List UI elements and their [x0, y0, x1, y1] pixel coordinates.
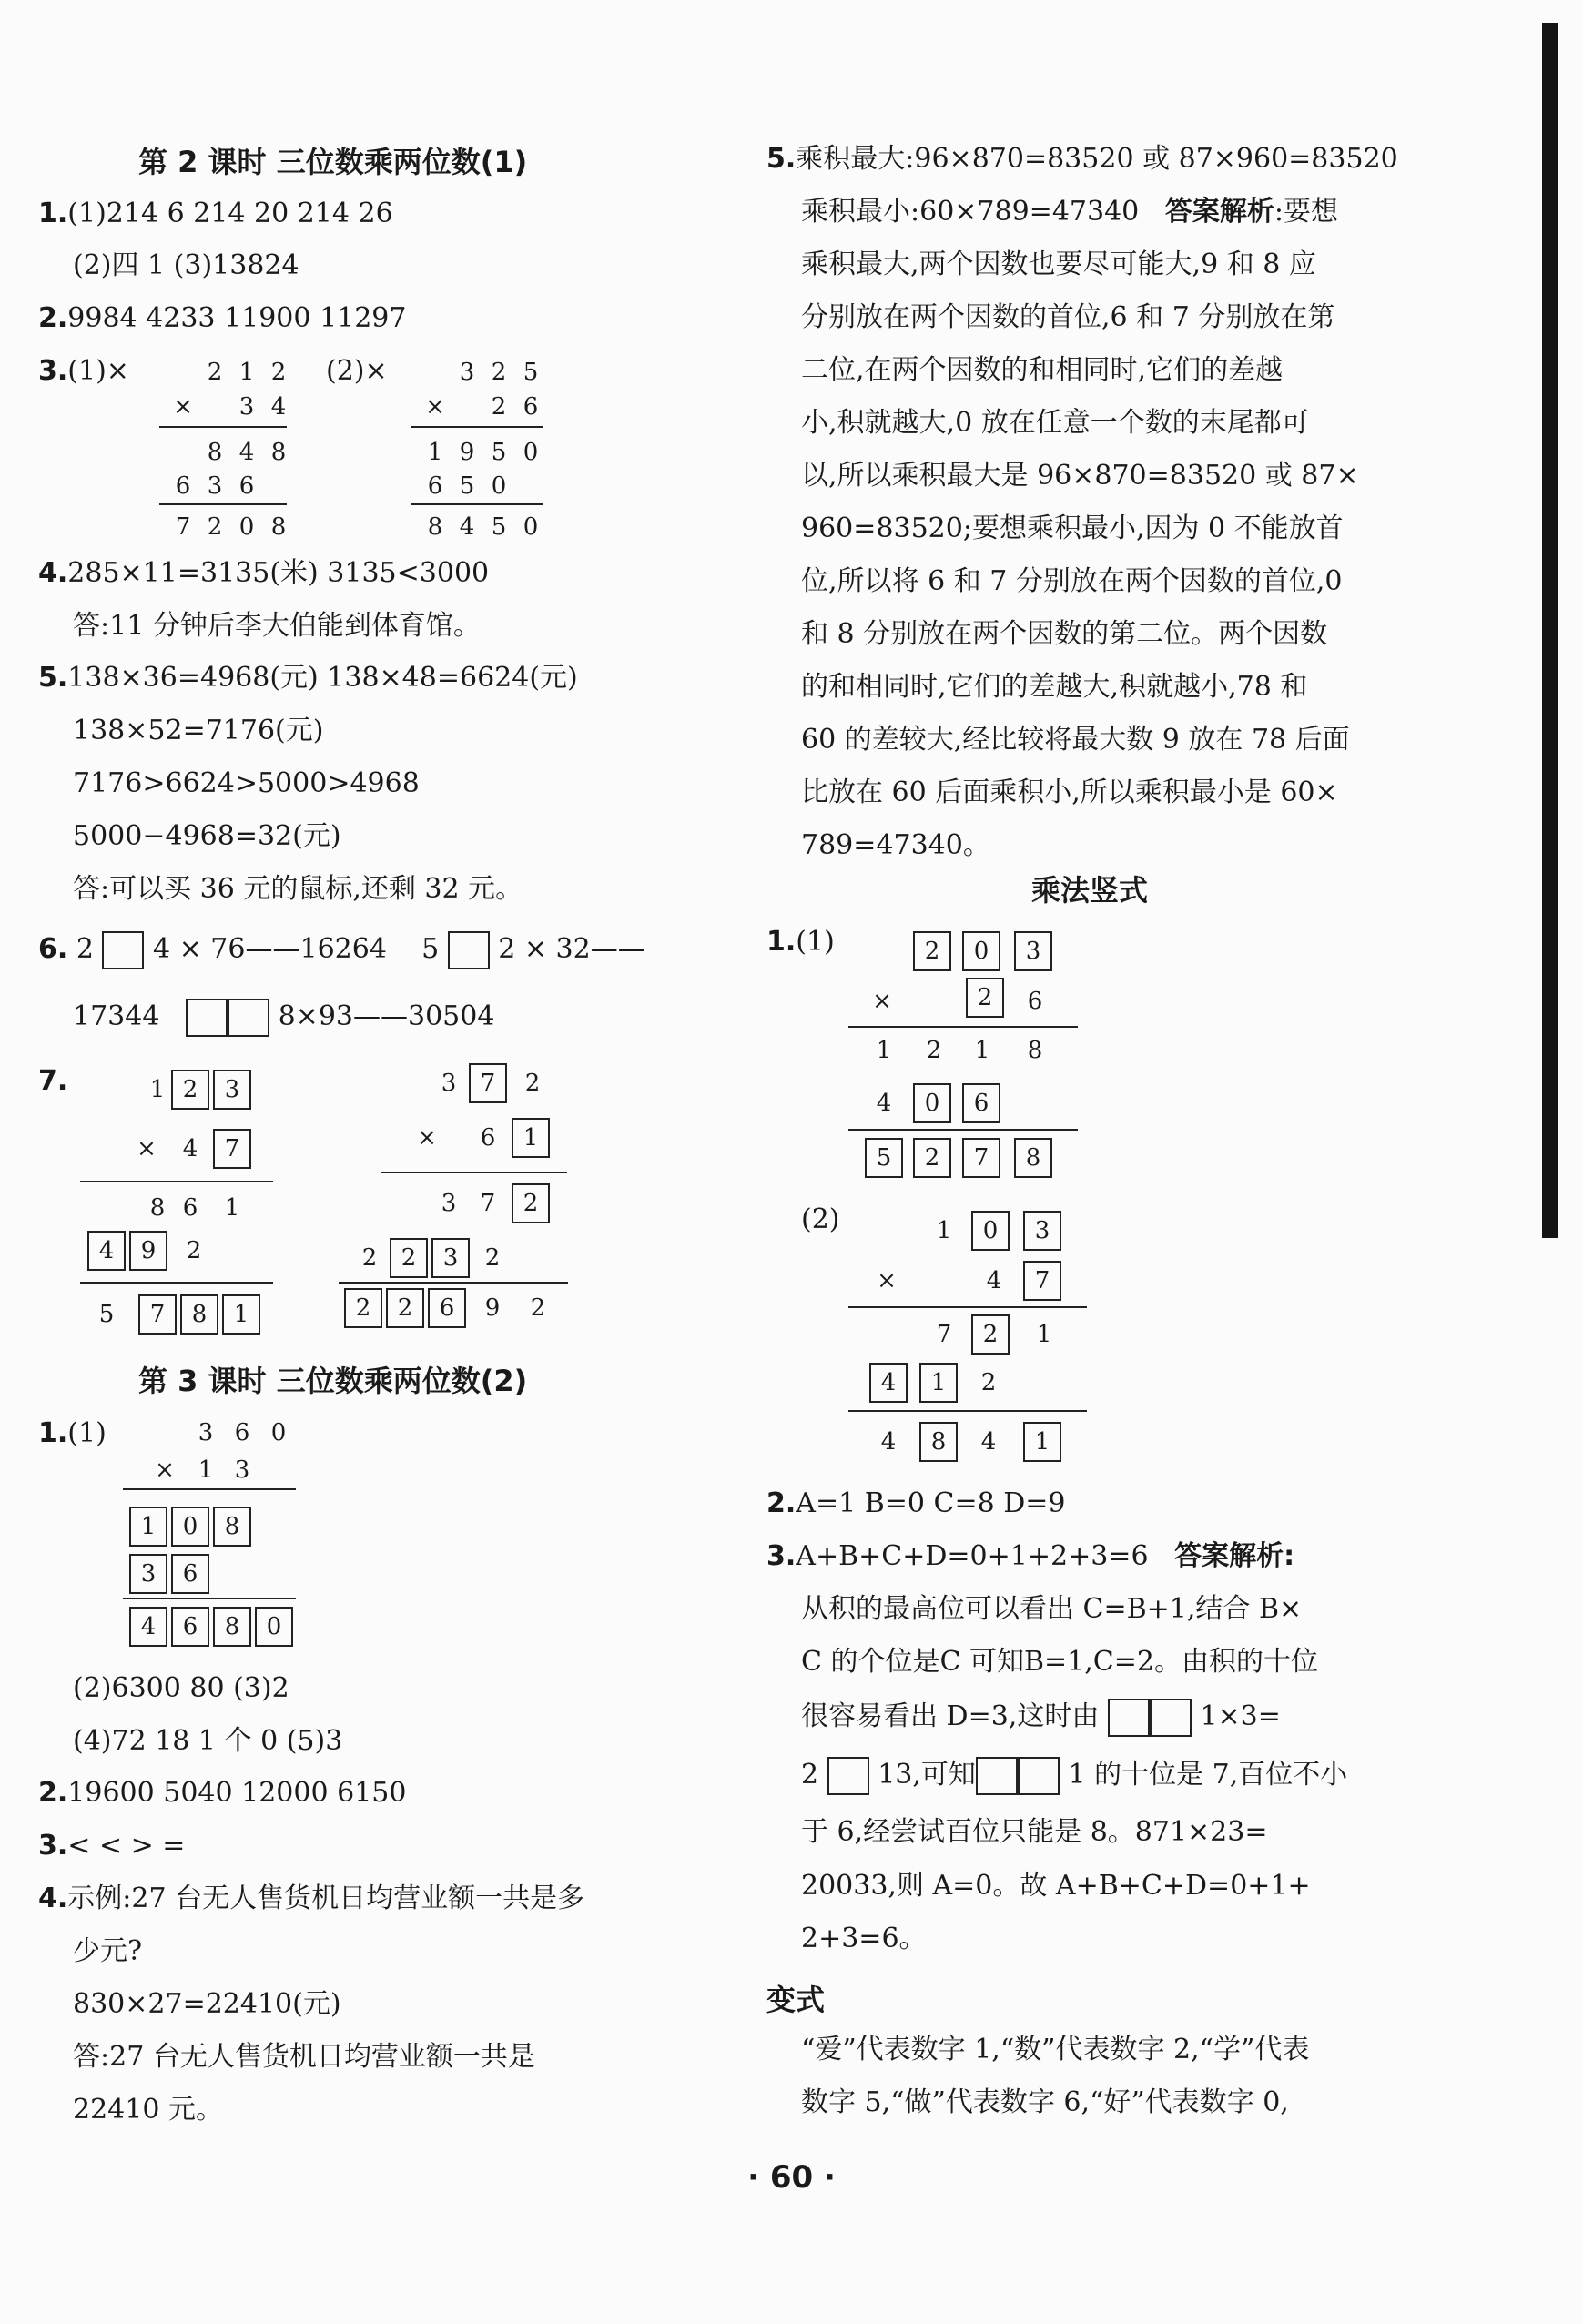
blank-box: [186, 999, 228, 1037]
v-p2-label: (2): [801, 1203, 840, 1235]
r-q5-line1: 5.乘积最大:96×870=83520 或 87×960=83520: [766, 143, 1398, 175]
r-q5-line9: 位,所以将 6 和 7 分别放在两个因数的首位,0: [801, 565, 1343, 597]
v-q3-line7: 20033,则 A=0。故 A+B+C+D=0+1+: [801, 1870, 1311, 1902]
r-q5-line14: 789=47340。: [801, 829, 990, 861]
l3-q4-line2: 少元?: [73, 1935, 143, 1967]
blank-box: [228, 999, 269, 1037]
l2-q3-label: 3.(1)×: [38, 355, 129, 387]
l2-q6-line2: 17344 8×93——30504: [73, 999, 494, 1037]
r-q5-line4: 分别放在两个因数的首位,6 和 7 分别放在第: [801, 301, 1335, 333]
v-q3-line3: C 的个位是C 可知B=1,C=2。由积的十位: [801, 1646, 1318, 1678]
l2-q3-label2: (2)×: [326, 355, 388, 387]
v-q3-line1: 3.A+B+C+D=0+1+2+3=6 答案解析:: [766, 1540, 1295, 1572]
page-number: · 60 ·: [747, 2159, 836, 2196]
v-p1-label: 1.(1): [766, 926, 835, 958]
l2-q5-line3: 7176>6624>5000>4968: [73, 767, 420, 799]
l3-q4-line4: 答:27 台无人售货机日均营业额一共是: [73, 2041, 535, 2073]
lesson2-title: 第 2 课时 三位数乘两位数(1): [138, 145, 528, 179]
v-q3-line8: 2+3=6。: [801, 1923, 927, 1954]
r-q5-line13: 比放在 60 后面乘积小,所以乘积最小是 60×: [801, 776, 1338, 808]
l3-q1-label: 1.(1): [38, 1417, 107, 1449]
r-q5-line6: 小,积就越大,0 放在任意一个数的末尾都可: [801, 407, 1309, 439]
l2-q1-line2: (2)四 1 (3)13824: [73, 249, 299, 281]
lesson3-title: 第 3 课时 三位数乘两位数(2): [138, 1364, 528, 1398]
l2-q5-line4: 5000−4968=32(元): [73, 820, 341, 852]
r-q5-line7: 以,所以乘积最大是 96×870=83520 或 87×: [801, 460, 1359, 492]
l2-q5-line5: 答:可以买 36 元的鼠标,还剩 32 元。: [73, 873, 523, 905]
r-q5-line11: 的和相同时,它们的差越大,积就越小,78 和: [801, 671, 1308, 703]
r-q5-line10: 和 8 分别放在两个因数的第二位。两个因数: [801, 618, 1328, 650]
l2-q4-line2: 答:11 分钟后李大伯能到体育馆。: [73, 610, 481, 642]
blank-box: [1150, 1699, 1192, 1737]
l2-q5-line2: 138×52=7176(元): [73, 715, 324, 746]
blank-box: [976, 1757, 1018, 1795]
l2-q5-line1: 5.138×36=4968(元) 138×48=6624(元): [38, 662, 578, 694]
l2-q1-line1: 1.(1)214 6 214 20 214 26: [38, 198, 393, 229]
blank-box: [1018, 1757, 1060, 1795]
vertical-title: 乘法竖式: [1031, 873, 1149, 908]
l3-q1-line2: (2)6300 80 (3)2: [73, 1672, 289, 1704]
v-q3-line6: 于 6,经尝试百位只能是 8。871×23=: [801, 1816, 1268, 1848]
variant-line1: “爱”代表数字 1,“数”代表数字 2,“学”代表: [801, 2034, 1310, 2065]
r-q5-line3: 乘积最大,两个因数也要尽可能大,9 和 8 应: [801, 249, 1316, 280]
r-q5-line8: 960=83520;要想乘积最小,因为 0 不能放首: [801, 512, 1344, 544]
l3-q3: 3.< < > =: [38, 1830, 186, 1862]
blank-box: [448, 931, 490, 969]
l2-q6-line1: 6. 2 4 × 76——16264 5 2 × 32——: [38, 931, 645, 969]
blank-box: [102, 931, 144, 969]
variant-line2: 数字 5,“做”代表数字 6,“好”代表数字 0,: [801, 2086, 1289, 2118]
v-q3-line2: 从积的最高位可以看出 C=B+1,结合 B×: [801, 1593, 1303, 1625]
blank-box: [827, 1757, 869, 1795]
l3-q2: 2.19600 5040 12000 6150: [38, 1777, 407, 1809]
l3-q4-line5: 22410 元。: [73, 2094, 223, 2126]
r-q5-line5: 二位,在两个因数的和相同时,它们的差越: [801, 354, 1284, 386]
r-q5-line12: 60 的差较大,经比较将最大数 9 放在 78 后面: [801, 724, 1350, 756]
v-q2: 2.A=1 B=0 C=8 D=9: [766, 1487, 1066, 1519]
l2-q7-label: 7.: [38, 1065, 68, 1097]
l2-q4-line1: 4.285×11=3135(米) 3135<3000: [38, 557, 490, 589]
blank-box: [1108, 1699, 1150, 1737]
l3-q4-line3: 830×27=22410(元): [73, 1988, 341, 2020]
v-q3-line4: 很容易看出 D=3,这时由 1×3=: [801, 1699, 1281, 1737]
r-q5-line2: 乘积最小:60×789=47340 答案解析:要想: [801, 196, 1338, 228]
l2-q2: 2.9984 4233 11900 11297: [38, 302, 407, 334]
variant-title: 变式: [766, 1983, 826, 2017]
l3-q1-line3: (4)72 18 1 个 0 (5)3: [73, 1725, 343, 1757]
page-edge-bar: [1542, 23, 1558, 1238]
l3-q4-line1: 4.示例:27 台无人售货机日均营业额一共是多: [38, 1883, 585, 1914]
v-q3-line5: 2 13,可知 1 的十位是 7,百位不小: [801, 1757, 1347, 1795]
